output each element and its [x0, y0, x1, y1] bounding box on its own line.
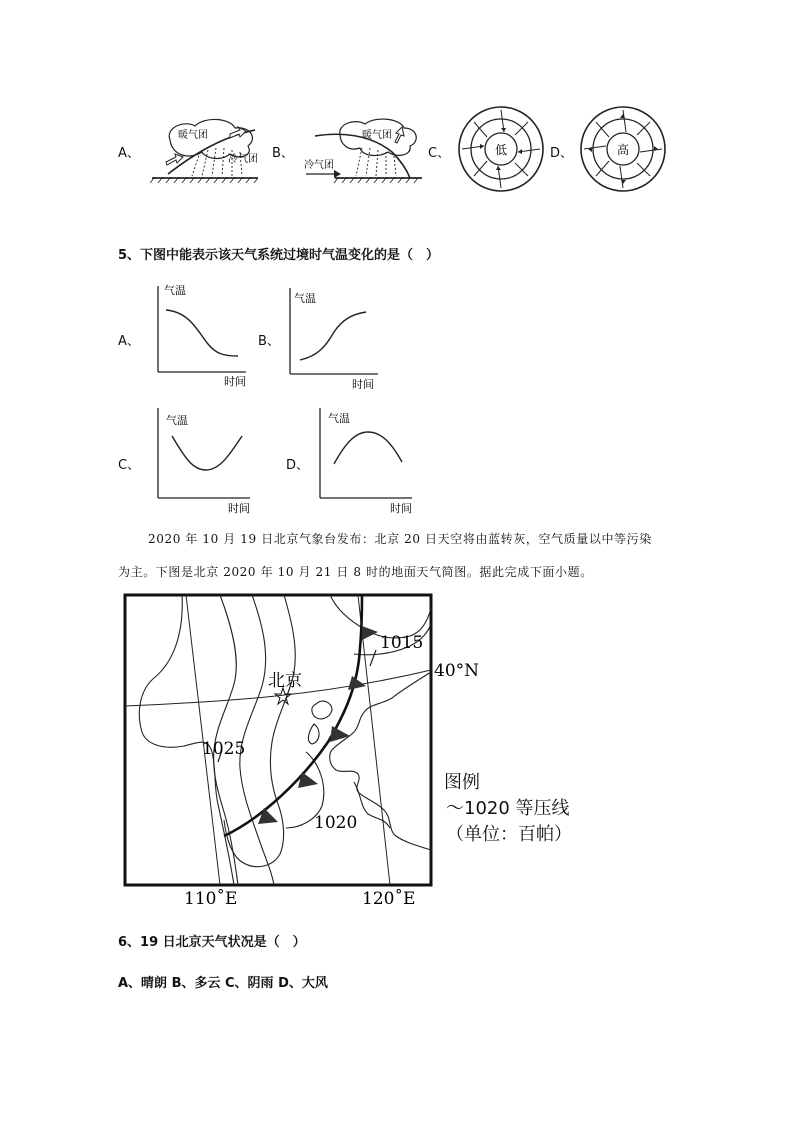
graph-c-valley [150, 404, 255, 516]
beijing-label: 北京 [268, 671, 302, 691]
weather-map [122, 592, 482, 912]
longitude-label-110: 110˚E [184, 889, 238, 909]
warm-front-diagram [150, 112, 260, 187]
latitude-label: 40°N [434, 661, 480, 681]
legend-title: 图例 [444, 772, 480, 793]
option-d-letter: D、 [550, 146, 574, 161]
svg-text:时间: 时间 [390, 502, 412, 515]
option-a-letter: A、 [118, 146, 140, 161]
cold-front-diagram [300, 112, 425, 187]
svg-text:气温: 气温 [328, 412, 350, 425]
longitude-label-120: 120˚E [362, 889, 416, 909]
svg-text:高: 高 [616, 143, 630, 157]
svg-text:气温: 气温 [166, 414, 188, 427]
isobar-label-1015: 1015 [380, 633, 424, 653]
graph-b-letter: B、 [258, 334, 280, 349]
isobar-label-1025: 1025 [202, 739, 246, 759]
question-6-text: 6、19 日北京天气状况是（ ） [118, 935, 306, 950]
svg-text:冷气团: 冷气团 [304, 160, 334, 171]
passage-line-1: 2020 年 10 月 19 日北京气象台发布：北京 20 日天空将由蓝转灰，空气质量以中等污染 [148, 532, 652, 546]
passage-line-2: 为主。下图是北京 2020 年 10 月 21 日 8 时的地面天气简图。据此完成下面小题。 [118, 565, 593, 579]
graph-d-peak [312, 404, 417, 516]
low-pressure-diagram [456, 104, 546, 194]
option-b-letter: B、 [272, 146, 294, 161]
isobar-label-1020: 1020 [314, 813, 358, 833]
question-6-options: A、晴朗 B、多云 C、阴雨 D、大风 [118, 976, 328, 991]
svg-text:时间: 时间 [352, 378, 374, 389]
graph-a-letter: A、 [118, 334, 140, 349]
svg-text:时间: 时间 [224, 375, 246, 387]
high-pressure-diagram [578, 104, 668, 194]
graph-a-decreasing [150, 282, 250, 387]
svg-text:气温: 气温 [164, 284, 186, 297]
option-c-letter: C、 [428, 146, 451, 161]
graph-b-increasing [282, 284, 382, 389]
svg-text:暖气团: 暖气团 [362, 130, 392, 141]
question-5-text: 5、下图中能表示该天气系统过境时气温变化的是（ ） [118, 248, 440, 263]
svg-text:低: 低 [494, 143, 508, 157]
svg-text:气温: 气温 [294, 292, 316, 305]
svg-text:时间: 时间 [228, 502, 250, 515]
graph-c-letter: C、 [118, 458, 141, 473]
legend-isobar: ～1020 等压线 [446, 798, 570, 819]
svg-text:暖气团: 暖气团 [178, 130, 208, 141]
graph-d-letter: D、 [286, 458, 310, 473]
legend-unit: （单位：百帕） [446, 824, 572, 845]
svg-text:冷气团: 冷气团 [228, 154, 258, 165]
